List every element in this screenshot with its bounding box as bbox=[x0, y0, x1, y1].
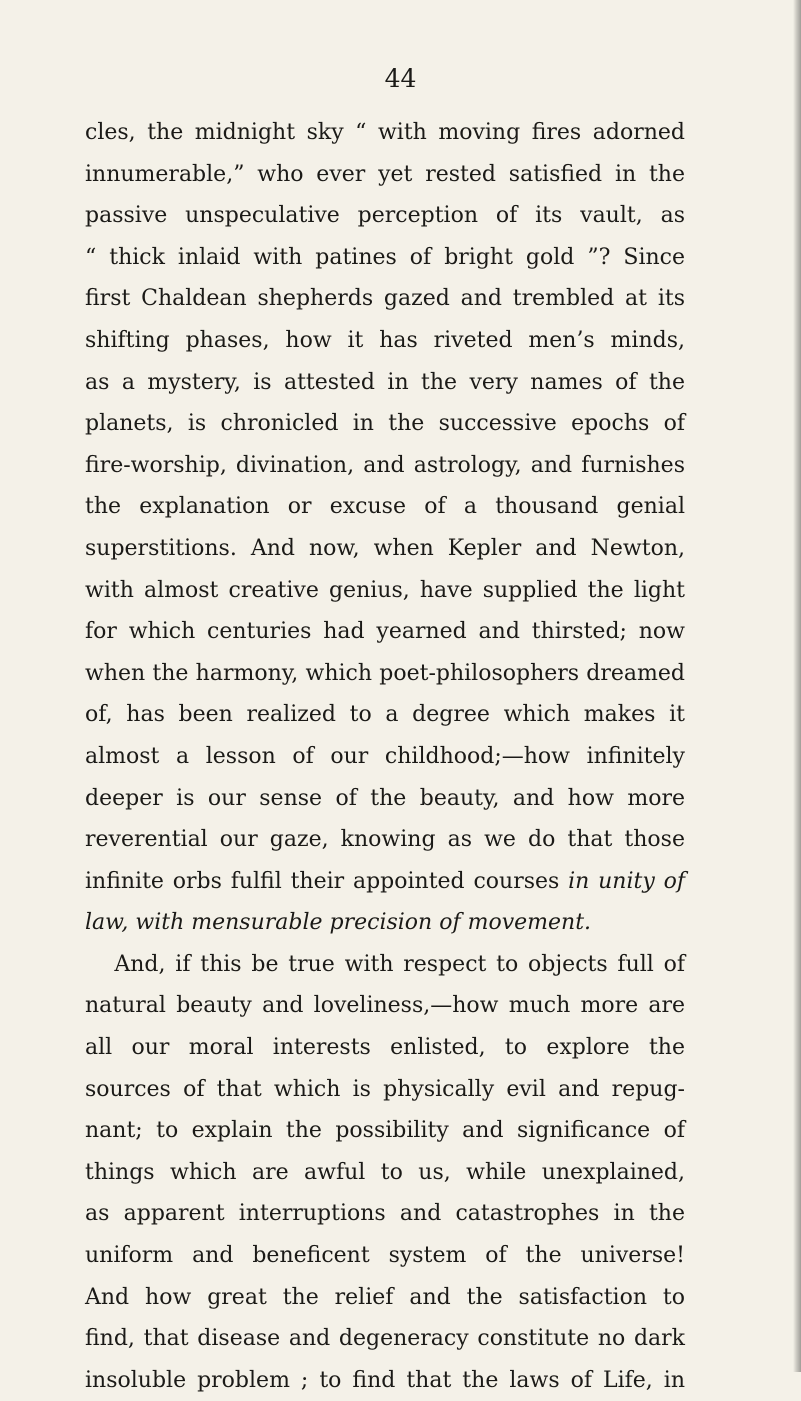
italic-text-segment: law, with mensurable precision of movement. bbox=[85, 910, 592, 936]
text-line: nant; to explain the possibility and significance of bbox=[85, 1118, 685, 1144]
text-line: when the harmony, which poet-philosophers dreamed bbox=[85, 660, 685, 686]
text-line: uniform and beneficent system of the universe! bbox=[85, 1243, 685, 1269]
text-line: as apparent interruptions and catastrophes in the bbox=[85, 1201, 685, 1227]
body-text bbox=[85, 112, 685, 1401]
text-line: insoluble problem ; to find that the laws of Life, in bbox=[85, 1367, 685, 1393]
text-line: shifting phases, how it has riveted men’s minds, bbox=[85, 327, 685, 353]
text-line: with almost creative genius, have supplied the light bbox=[85, 577, 685, 603]
text-line: of, has been realized to a degree which makes it bbox=[85, 702, 685, 728]
text-line: for which centuries had yearned and thirsted; now bbox=[85, 619, 685, 645]
text-line: sources of that which is physically evil and repug- bbox=[85, 1076, 685, 1102]
text-line: passive unspeculative perception of its vault, as bbox=[85, 203, 685, 229]
text-line: almost a lesson of our childhood;—how infinitely bbox=[85, 743, 685, 769]
text-line bbox=[85, 944, 685, 986]
text-line: fire-worship, divination, and astrology, and furnishes bbox=[85, 452, 685, 478]
italic-text-segment: in unity of bbox=[568, 868, 685, 894]
text-segment: And, if this be true with respect to objects full of bbox=[114, 951, 685, 977]
page-edge-shadow bbox=[793, 0, 801, 1372]
text-segment: infinite orbs fulfil their appointed courses bbox=[85, 868, 560, 894]
page-number: 44 bbox=[384, 64, 417, 93]
text-line: cles, the midnight sky “ with moving fires adorned bbox=[85, 120, 685, 145]
text-line: superstitions. And now, when Kepler and Newton, bbox=[85, 535, 685, 561]
text-line: first Chaldean shepherds gazed and trembled at its bbox=[85, 286, 685, 312]
text-line: “ thick inlaid with patines of bright gold ”? Since bbox=[85, 244, 685, 270]
text-line: innumerable,” who ever yet rested satisfied in the bbox=[85, 161, 685, 187]
text-line: the explanation or excuse of a thousand genial bbox=[85, 494, 685, 520]
text-line bbox=[85, 902, 685, 944]
text-line: find, that disease and degeneracy constitute no dark bbox=[85, 1326, 685, 1352]
text-line: And how great the relief and the satisfaction to bbox=[85, 1284, 685, 1310]
text-line: planets, is chronicled in the successive epochs of bbox=[85, 411, 685, 437]
text-line: as a mystery, is attested in the very names of the bbox=[85, 369, 685, 395]
text-line: reverential our gaze, knowing as we do that those bbox=[85, 827, 685, 853]
text-line: all our moral interests enlisted, to explore the bbox=[85, 1035, 685, 1061]
text-line: things which are awful to us, while unexplained, bbox=[85, 1159, 685, 1185]
text-line: natural beauty and loveliness,—how much more are bbox=[85, 993, 685, 1019]
text-line: deeper is our sense of the beauty, and how more bbox=[85, 785, 685, 811]
text-line bbox=[85, 861, 685, 903]
